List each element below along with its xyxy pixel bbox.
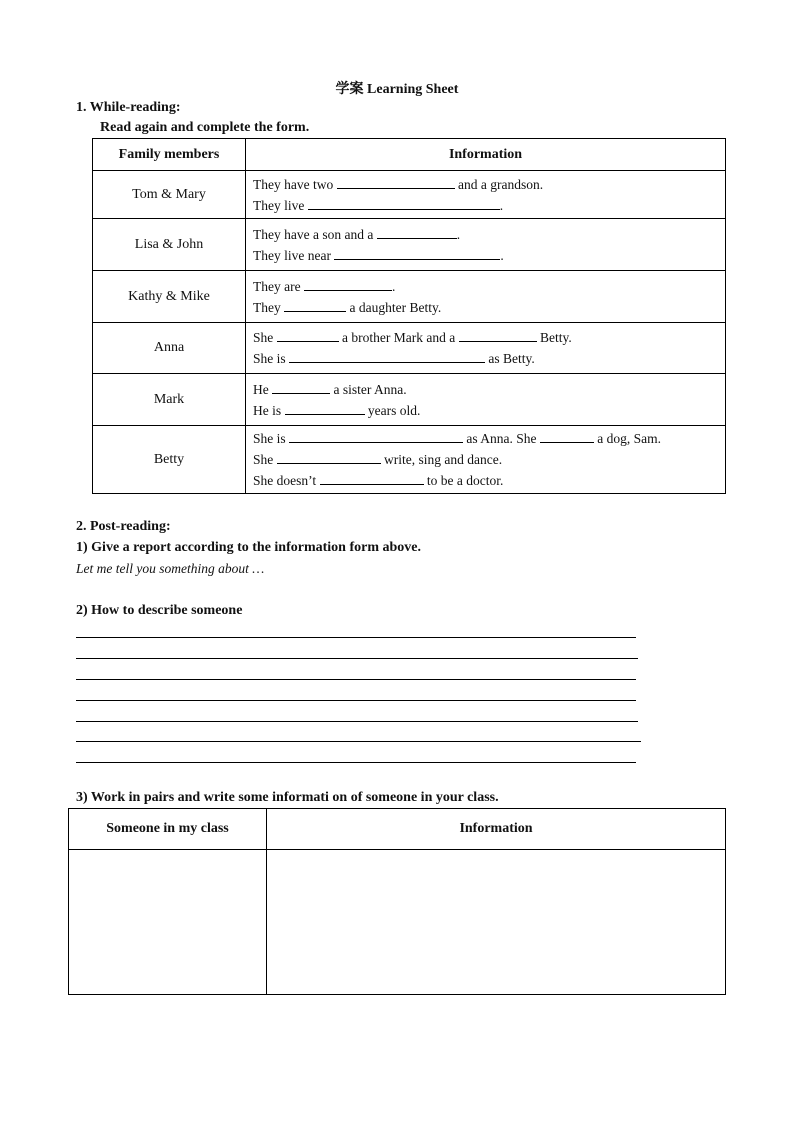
answer-blank[interactable] bbox=[337, 175, 455, 189]
family-form-table bbox=[92, 138, 726, 494]
table-row bbox=[93, 323, 726, 374]
answer-blank[interactable] bbox=[459, 328, 537, 342]
answer-blank[interactable] bbox=[289, 429, 463, 443]
answer-blank[interactable] bbox=[450, 246, 500, 260]
someone-cell[interactable] bbox=[69, 850, 267, 995]
table-row bbox=[93, 374, 726, 426]
question-1: 1) Give a report according to the information form above. bbox=[76, 540, 422, 555]
pair-work-table bbox=[68, 808, 726, 995]
member-cell: Anna bbox=[93, 323, 246, 374]
info-cell: They are . They a daughter Betty. bbox=[246, 271, 726, 323]
section1-instruction: Read again and complete the form. bbox=[100, 120, 310, 135]
answer-blank[interactable] bbox=[289, 349, 485, 363]
writing-line[interactable] bbox=[76, 679, 636, 680]
section1-heading: 1. While-reading: bbox=[76, 100, 181, 115]
table-row bbox=[93, 271, 726, 323]
answer-blank[interactable] bbox=[334, 246, 450, 260]
info-cell: He a sister Anna. He is years old. bbox=[246, 374, 726, 426]
table-header-row bbox=[69, 809, 726, 850]
member-cell: Lisa & John bbox=[93, 219, 246, 271]
table-row bbox=[93, 426, 726, 494]
table-row bbox=[93, 219, 726, 271]
information-cell[interactable] bbox=[267, 850, 726, 995]
info-cell: She is as Anna. She a dog, Sam. She write, sing and dance. She doesn’t to be a doctor. bbox=[246, 426, 726, 494]
member-cell: Kathy & Mike bbox=[93, 271, 246, 323]
header-someone: Someone in my class bbox=[69, 809, 267, 850]
answer-blank[interactable] bbox=[308, 196, 500, 210]
section2-heading: 2. Post-reading: bbox=[76, 519, 171, 534]
answer-blank[interactable] bbox=[277, 450, 381, 464]
writing-line[interactable] bbox=[76, 658, 638, 659]
answer-blank[interactable] bbox=[320, 471, 424, 485]
answer-blank[interactable] bbox=[540, 429, 594, 443]
question-3: 3) Work in pairs and write some informati on of someone in your class. bbox=[76, 790, 499, 805]
member-cell: Tom & Mary bbox=[93, 171, 246, 219]
answer-blank[interactable] bbox=[304, 277, 392, 291]
member-cell: Betty bbox=[93, 426, 246, 494]
writing-line[interactable] bbox=[76, 637, 636, 638]
header-information: Information bbox=[267, 809, 726, 850]
writing-line[interactable] bbox=[76, 721, 638, 722]
header-information: Information bbox=[246, 139, 726, 171]
question-2: 2) How to describe someone bbox=[76, 603, 243, 618]
answer-blank[interactable] bbox=[272, 380, 330, 394]
writing-line[interactable] bbox=[76, 762, 636, 763]
info-cell: They have a son and a . They live near . bbox=[246, 219, 726, 271]
answer-blank[interactable] bbox=[277, 328, 339, 342]
writing-line[interactable] bbox=[76, 700, 636, 701]
answer-blank[interactable] bbox=[284, 298, 346, 312]
table-row bbox=[93, 171, 726, 219]
info-cell: They have two and a grandson. They live . bbox=[246, 171, 726, 219]
report-prompt: Let me tell you something about … bbox=[76, 561, 265, 576]
table-row bbox=[69, 850, 726, 995]
answer-blank[interactable] bbox=[377, 225, 457, 239]
info-cell: She a brother Mark and a Betty. She is as Betty. bbox=[246, 323, 726, 374]
page-title: 学案 Learning Sheet bbox=[335, 82, 459, 97]
answer-blank[interactable] bbox=[285, 401, 365, 415]
table-header-row bbox=[93, 139, 726, 171]
member-cell: Mark bbox=[93, 374, 246, 426]
header-family-members: Family members bbox=[93, 139, 246, 171]
writing-line[interactable] bbox=[76, 741, 641, 742]
